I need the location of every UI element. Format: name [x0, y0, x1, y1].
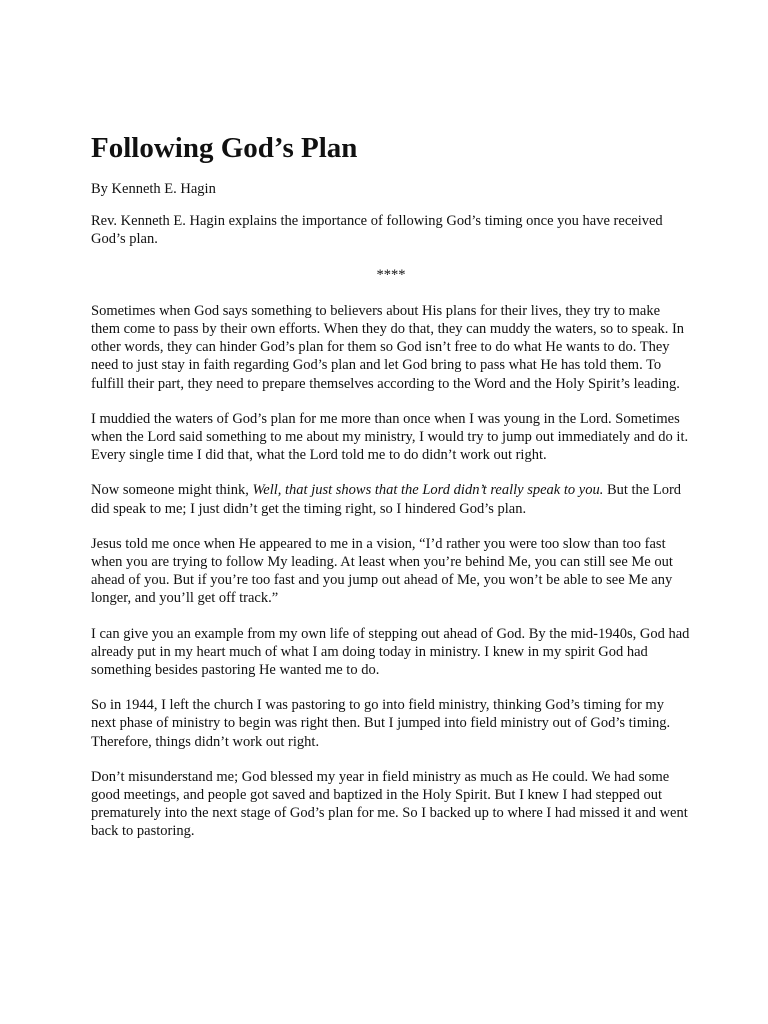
intro-paragraph: Rev. Kenneth E. Hagin explains the importance of following God’s timing once you have received God’s plan. [91, 213, 663, 248]
body-paragraph-1: Sometimes when God says something to believers about His plans for their lives, they try to make them come to pass by their own efforts. When they do that, they can muddy the waters, so to speak. In other words, they can hinder God’s plan for them so God isn’t free to do what He wants to do. They need to just stay in faith regarding God’s plan and let God bring to pass what He has told them. To fulfill their part, they need to prepare themselves according to the Word and the Holy Spirit’s leading. [91, 302, 685, 392]
paragraph-3-lead: Now someone might think, [91, 482, 253, 499]
body-paragraph-6: So in 1944, I left the church I was pastoring to go into field ministry, thinking God’s timing for my next phase of ministry to begin was right then. But I jumped into field ministry out of God’s timing. Therefore, things didn’t work out right. [91, 697, 671, 750]
body-paragraph-3 [91, 481, 691, 517]
paragraph-3-italic-quote: Well, that just shows that the Lord didn’t really speak to you. [252, 482, 604, 499]
body-paragraph-7: Don’t misunderstand me; God blessed my year in field ministry as much as He could. We had some good meetings, and people got saved and baptized in the Holy Spirit. But I knew I had stepped out prematurely into the next stage of God’s plan for me. So I backed up to where I had missed it and went back to pastoring. [91, 768, 688, 840]
body-paragraph-5: I can give you an example from my own life of stepping out ahead of God. By the mid-1940s, God had already put in my heart much of what I am doing today in ministry. I knew in my spirit God had something besides pastoring He wanted me to do. [91, 625, 690, 679]
section-separator: **** [376, 266, 406, 283]
byline: By Kenneth E. Hagin [91, 181, 216, 197]
document-page [91, 128, 691, 858]
paragraph-3-tail: But the Lord did speak to me; I just didn’t get the timing right, so I hindered God’s plan. [91, 482, 682, 517]
body-paragraph-2: I muddied the waters of God’s plan for me more than once when I was young in the Lord. Sometimes when the Lord said something to me about my ministry, I would try to jump out immediately and do it. Every single time I did that, what the Lord told me to do didn’t work out right. [91, 410, 689, 464]
body-paragraph-4: Jesus told me once when He appeared to me in a vision, “I’d rather you were too slow than too fast when you are trying to follow My leading. At least when you’re behind Me, you can still see Me out ahead of you. But if you’re too fast and you jump out ahead of Me, you won’t be able to see Me any longer, and you’ll get off track.” [91, 535, 673, 607]
page-title: Following God’s Plan [91, 132, 358, 164]
